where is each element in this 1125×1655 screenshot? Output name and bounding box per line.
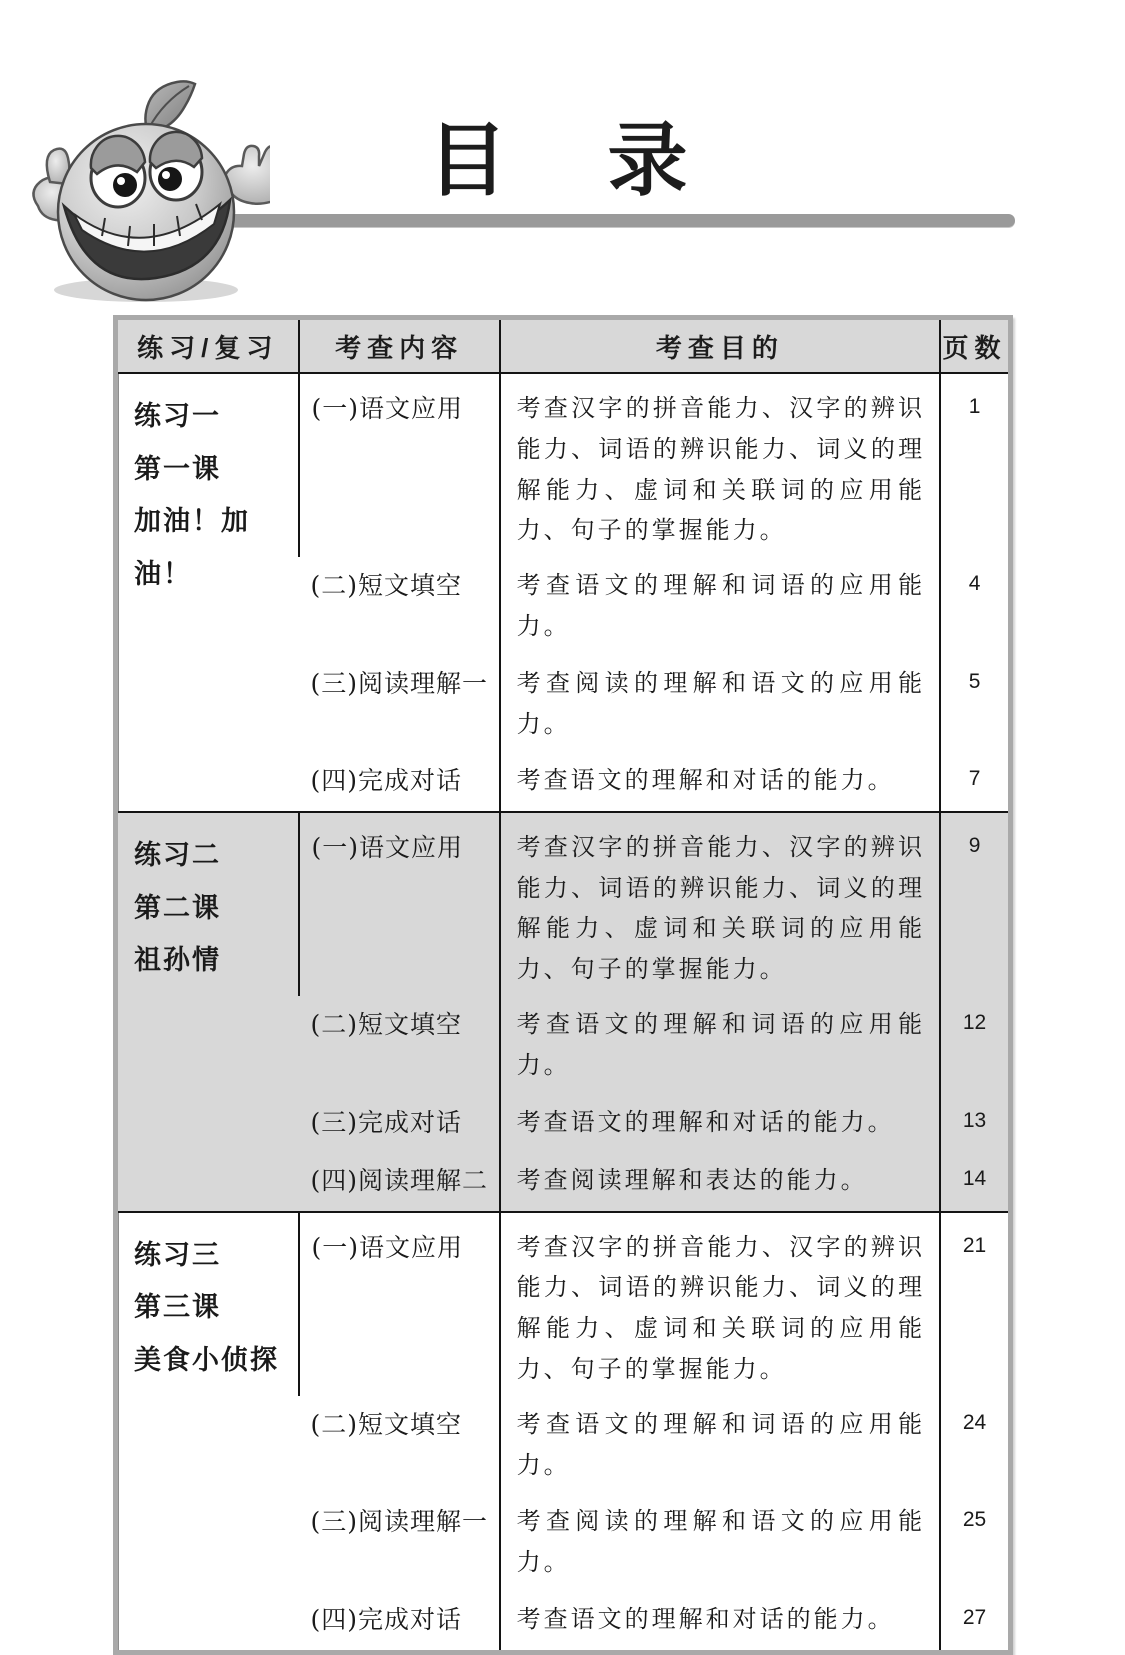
orange-mascot-icon [24, 78, 270, 304]
exam-purpose-cell: 考查汉字的拼音能力、汉字的辨识能力、词语的辨识能力、词义的理解能力、虚词和关联词的应用能力、句子的掌握能力。 [500, 812, 940, 996]
exam-purpose-cell: 考查语文的理解和词语的应用能力。 [500, 996, 940, 1094]
page-number-cell: 14 [940, 1152, 1010, 1212]
toc-header-row [116, 318, 1011, 374]
exam-content-cell: (二)短文填空 [299, 996, 500, 1094]
unit-cell [116, 373, 299, 812]
exam-purpose-cell: 考查阅读的理解和语文的应用能力。 [500, 1493, 940, 1591]
page-header [0, 0, 1125, 300]
orange-mascot [24, 78, 270, 304]
exam-content-cell: (一)语文应用 [299, 1212, 500, 1396]
toc-row [116, 812, 1011, 996]
unit-title-line: 练习一 [134, 401, 221, 431]
exam-content-cell: (四)完成对话 [310, 766, 463, 796]
exam-content-cell: (一)语文应用 [299, 812, 500, 996]
exam-content-cell: (三)阅读理解一 [310, 1507, 489, 1537]
toc-table-container [113, 315, 1013, 1655]
exam-purpose-cell: 考查汉字的拼音能力、汉字的辨识能力、词语的辨识能力、词义的理解能力、虚词和关联词的应用能力、句子的掌握能力。 [500, 1212, 940, 1396]
unit-title-line: 第三课 [134, 1292, 221, 1323]
exam-content-cell: (四)完成对话 [310, 1605, 463, 1635]
page-number-cell: 5 [940, 655, 1010, 753]
unit-cell [116, 812, 299, 1212]
page-number-cell: 24 [940, 1396, 1010, 1494]
page-number-cell: 12 [940, 996, 1010, 1094]
unit-title-line: 加油！加油！ [134, 506, 250, 589]
page-number-cell: 4 [940, 557, 1010, 655]
exam-purpose-cell: 考查阅读的理解和语文的应用能力。 [500, 655, 940, 753]
unit-cell [116, 1212, 299, 1652]
page-number-cell: 7 [940, 752, 1010, 812]
header-exam-content: 考查内容 [299, 318, 500, 374]
exam-content-cell: (二)短文填空 [310, 571, 463, 601]
exam-purpose-cell: 考查汉字的拼音能力、汉字的辨识能力、词语的辨识能力、词义的理解能力、虚词和关联词的应用能力、句子的掌握能力。 [500, 373, 940, 557]
exam-purpose-cell: 考查语文的理解和词语的应用能力。 [500, 557, 940, 655]
header-page-number: 页数 [940, 318, 1010, 374]
header-exercise-review: 练习/复习 [116, 318, 299, 374]
exam-content-cell: (三)阅读理解一 [310, 668, 489, 698]
unit-title-line: 美食小侦探 [134, 1344, 279, 1375]
exam-content-cell: (三)完成对话 [299, 1094, 500, 1153]
page-number-cell: 27 [940, 1591, 1010, 1652]
exam-purpose-cell: 考查阅读理解和表达的能力。 [500, 1152, 940, 1212]
exam-content-cell: (一)语文应用 [299, 373, 500, 557]
exam-content-cell: (二)短文填空 [310, 1409, 463, 1439]
unit-title-line: 练习三 [134, 1239, 221, 1270]
page-number-cell: 13 [940, 1094, 1010, 1153]
page-number-cell: 25 [940, 1493, 1010, 1591]
toc-row [116, 1212, 1011, 1396]
page-number-cell: 9 [940, 812, 1010, 996]
exam-purpose-cell: 考查语文的理解和对话的能力。 [500, 1591, 940, 1652]
title-underline-bar [205, 214, 1015, 227]
unit-title-line: 祖孙情 [134, 945, 221, 976]
toc-row [116, 373, 1011, 557]
exam-content-cell: (四)阅读理解二 [299, 1152, 500, 1212]
exam-purpose-cell: 考查语文的理解和词语的应用能力。 [500, 1396, 940, 1494]
page-title: 目 录 [427, 116, 698, 205]
exam-purpose-cell: 考查语文的理解和对话的能力。 [500, 1094, 940, 1153]
header-exam-purpose: 考查目的 [500, 318, 940, 374]
page-number-cell: 1 [940, 373, 1010, 557]
unit-title-line: 第一课 [134, 453, 221, 484]
unit-title-line: 第二课 [134, 892, 221, 923]
unit-title-line: 练习二 [134, 839, 221, 870]
page-number-cell: 21 [940, 1212, 1010, 1396]
exam-purpose-cell: 考查语文的理解和对话的能力。 [500, 752, 940, 812]
toc-table [113, 315, 1013, 1655]
